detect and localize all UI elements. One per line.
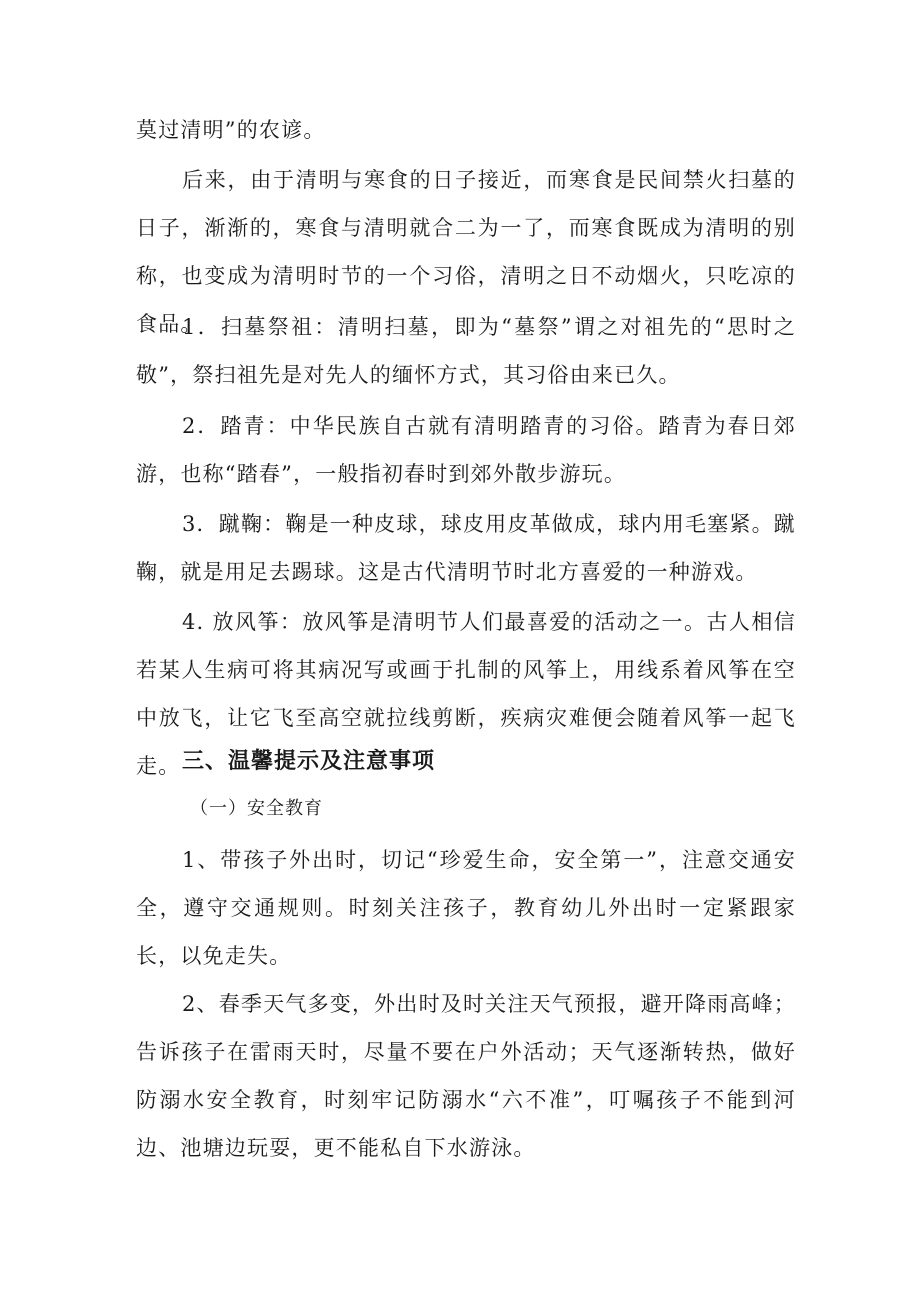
section-heading-tips: 三、温馨提示及注意事项 — [182, 749, 436, 774]
paragraph-proverb-end: 莫过清明”的农谚。 — [136, 118, 326, 142]
paragraph-custom-tomb-sweeping: 1．扫墓祭祖：清明扫墓，即为“墓祭”谓之对祖先的“思时之敬”，祭扫祖先是对先人的缅怀方式，其习俗由来已久。 — [136, 315, 796, 387]
paragraph-safety-item-1: 1、带孩子外出时，切记“珍爱生命，安全第一”，注意交通安全，遵守交通规则。时刻关注孩子，教育幼儿外出时一定紧跟家长，以免走失。 — [136, 848, 796, 968]
subheading-safety-education: （一）安全教育 — [190, 798, 323, 819]
paragraph-custom-kite: 4. 放风筝：放风筝是清明节人们最喜爱的活动之一。古人相信若某人生病可将其病况写或画于扎制的风筝上，用线系着风筝在空中放飞，让它飞至高空就拉线剪断，疾病灾难便会随着风筝一起飞走。 — [136, 610, 796, 778]
paragraph-custom-cuju: 3．蹴鞠：鞠是一种皮球，球皮用皮革做成，球内用毛塞紧。蹴鞠，就是用足去踢球。这是古代清明节时北方喜爱的一种游戏。 — [136, 512, 796, 584]
paragraph-custom-spring-outing: 2．踏青：中华民族自古就有清明踏青的习俗。踏青为春日郊游，也称“踏春”，一般指初春时到郊外散步游玩。 — [136, 414, 796, 486]
paragraph-hanshi-history: 后来，由于清明与寒食的日子接近，而寒食是民间禁火扫墓的日子，渐渐的，寒食与清明就合二为一了，而寒食既成为清明的别称，也变成为清明时节的一个习俗，清明之日不动烟火，只吃凉的食品。 — [136, 168, 796, 336]
paragraph-safety-item-2: 2、春季天气多变，外出时及时关注天气预报，避开降雨高峰；告诉孩子在雷雨天时，尽量不要在户外活动；天气逐渐转热，做好防溺水安全教育，时刻牢记防溺水“六不准”，叮嘱孩子不能到河边、池塘边玩耍，更不能私自下水游泳。 — [136, 992, 796, 1160]
